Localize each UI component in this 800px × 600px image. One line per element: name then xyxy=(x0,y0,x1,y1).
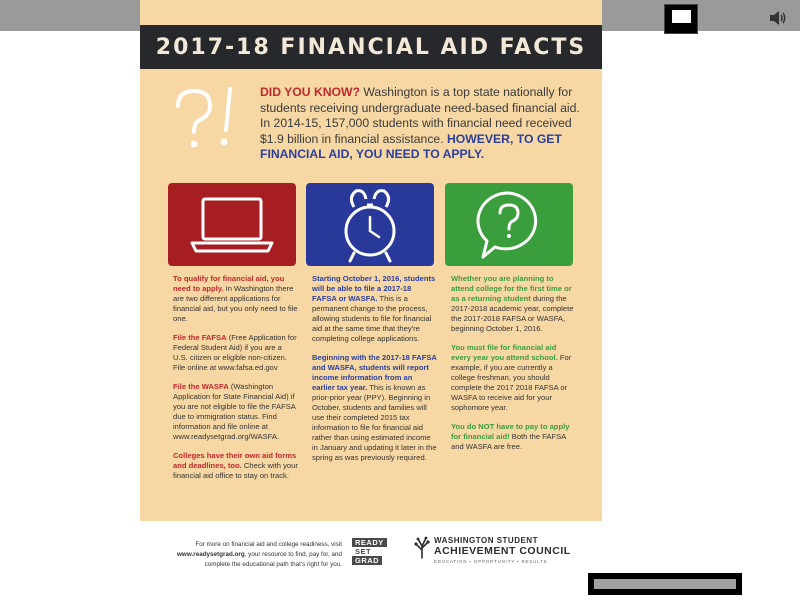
footer-line-2: , your resource to find, pay for, and complete the educational path that's right for you. xyxy=(204,551,342,568)
col3-text-1: during the 2017-2018 academic year, complete the 2017-2018 FAFSA or WASFA, beginning October 1, 2016. xyxy=(451,294,574,333)
col1-text-3: (Washington Application for State Financial Aid) if you are not eligible to file the FAFSA due to immigration status. Find information and file online at www.readysetgrad.org/WASFA. xyxy=(173,382,296,441)
wsac-line-1: WASHINGTON STUDENT xyxy=(434,536,538,545)
laptop-card xyxy=(168,183,296,266)
col3-text-2: For example, if you are currently a college freshman, you should complete the 2017 2018 FAFSA or WASFA to receive aid for your sophomore year. xyxy=(451,353,572,412)
footer-line-1: For more on financial aid and college readiness, visit xyxy=(195,541,342,548)
col1-text-2: (Free Application for Federal Student Aid) if you are a U.S. citizen or eligible non-citizen. File online at www.fafsa.ed.gov xyxy=(173,333,297,372)
wsac-tagline: EDUCATION • OPPORTUNITY • RESULTS xyxy=(434,559,548,564)
col3-text-3: Both the FAFSA and WASFA are free. xyxy=(451,432,566,451)
ready-set-grad-logo xyxy=(352,538,392,565)
col1-heading-1: To qualify for financial aid, you need to apply. xyxy=(173,274,285,293)
slide-icon xyxy=(672,10,691,23)
intro-text xyxy=(260,85,585,163)
col1-heading-4: Colleges have their own aid forms and deadlines, too. xyxy=(173,451,297,470)
col2-heading-2: Beginning with the 2017-18 FAFSA and WASFA, students will report income information from an earlier tax year. xyxy=(312,353,437,392)
alarm-clock-icon xyxy=(306,183,434,266)
col1-heading-3: File the WASFA xyxy=(173,382,229,391)
col3-heading-2: You must file for financial aid every year you attend school. xyxy=(451,343,558,362)
col3-heading-1: Whether you are planning to attend college for the first time or as a returning student xyxy=(451,274,572,303)
question-card xyxy=(445,183,573,266)
progress-track xyxy=(594,579,736,589)
financial-aid-flyer xyxy=(140,0,602,521)
playback-progress-bar[interactable] xyxy=(588,573,742,595)
rsg-set: SET xyxy=(355,547,372,556)
column-every-year xyxy=(451,274,576,461)
column-dates xyxy=(312,274,437,472)
footer-note xyxy=(162,540,342,570)
col2-text-2: This is known as prior-prior year (PPY). Beginning in October, students and families will use their completed 2015 tax information to file for financial aid rather than using estimated income in January and updating it later in the spring as was previously required. xyxy=(312,383,437,462)
col2-text-1: This is a permanent change to the process, allowing students to file for financial aid at the same time that they're completing college applications. xyxy=(312,294,432,343)
speaker-icon[interactable] xyxy=(768,9,788,32)
col3-heading-3: You do NOT have to pay to apply for financial aid! xyxy=(451,422,570,441)
flyer-title: 2017-18 FINANCIAL AID FACTS xyxy=(155,35,587,60)
footer-url[interactable]: www.readysetgrad.org xyxy=(177,551,245,558)
laptop-icon xyxy=(168,183,296,266)
rsg-ready: READY xyxy=(352,538,387,547)
col1-text-4: Check with your financial aid office to stay on track. xyxy=(173,461,298,480)
rsg-grad: GRAD xyxy=(352,556,382,565)
column-apply xyxy=(173,274,298,490)
slide-view-button[interactable] xyxy=(664,4,698,34)
intro-lead: DID YOU KNOW? xyxy=(260,85,360,99)
col2-heading-1: Starting October 1, 2016, students will be able to file a 2017-18 FAFSA or WASFA. xyxy=(312,274,436,303)
intro-body: Washington is a top state nationally for students receiving undergraduate need-based financial aid. In 2014-15, 157,000 students with financial need received $1.9 billion in financial assistance. xyxy=(260,85,580,146)
wsac-line-2: ACHIEVEMENT COUNCIL xyxy=(434,545,571,557)
question-bubble-icon xyxy=(445,183,573,266)
col1-text-1: In Washington there are two different applications for financial aid, but you only need to file one. xyxy=(173,284,298,323)
clock-card xyxy=(306,183,434,266)
intro-emphasis: HOWEVER, TO GET FINANCIAL AID, YOU NEED TO APPLY. xyxy=(260,131,562,161)
question-exclamation-icon xyxy=(172,86,252,161)
wsac-tree-icon xyxy=(412,536,432,565)
col1-heading-2: File the FAFSA xyxy=(173,333,227,342)
